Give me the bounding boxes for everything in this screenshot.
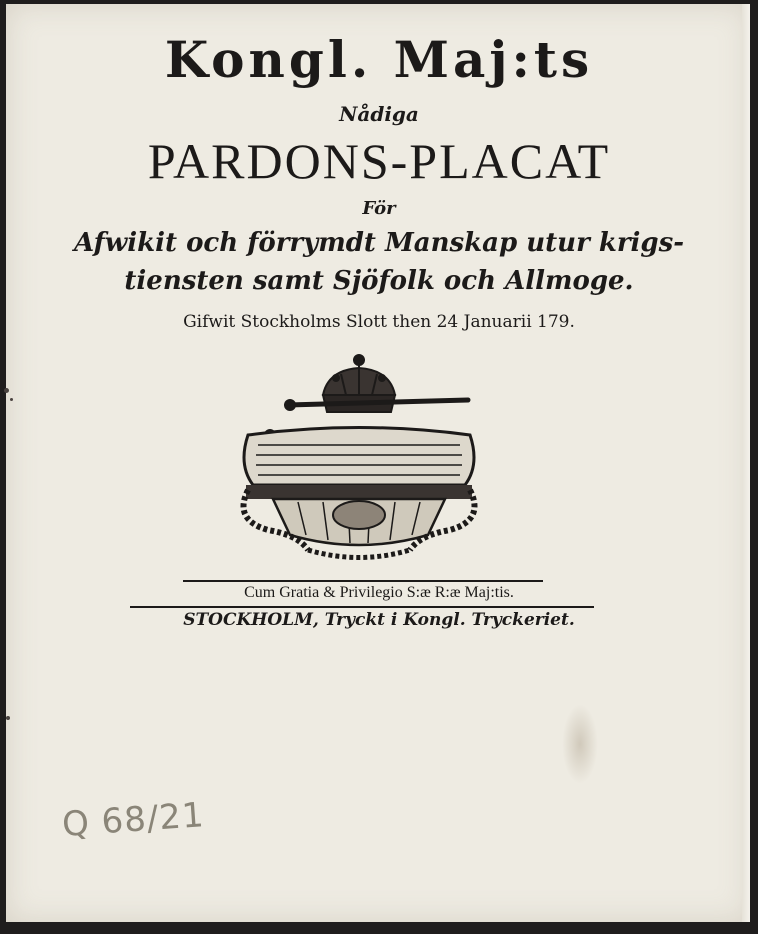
paper-speck [4,388,9,393]
title-for: För [362,198,396,219]
top-rule [183,580,543,582]
bottom-rule [130,606,594,608]
printer-imprint: STOCKHOLM, Tryckt i Kongl. Tryckeriet. [183,610,575,630]
paper-stain [562,704,598,784]
subtitle-line-1: Afwikit och förrymdt Manskap utur krigs- [73,228,685,258]
dateline: Gifwit Stockholms Slott then 24 Januarii 179. [183,312,575,332]
title-royal-majesty: Kongl. Maj:ts [164,30,594,89]
crown-cushion-crossed-sceptres-icon [228,350,490,565]
paper-speck [6,716,10,720]
privilege-line: Cum Gratia & Privilegio S:æ R:æ Maj:tis. [244,584,514,601]
title-gracious: Nådiga [339,102,419,126]
title-pardons-placat: PARDONS-PLACAT [147,133,611,189]
paper-speck [10,398,13,401]
handwritten-shelfmark: Q 68/21 [60,795,206,845]
subtitle-line-2: tiensten samt Sjöfolk och Allmoge. [124,266,634,296]
